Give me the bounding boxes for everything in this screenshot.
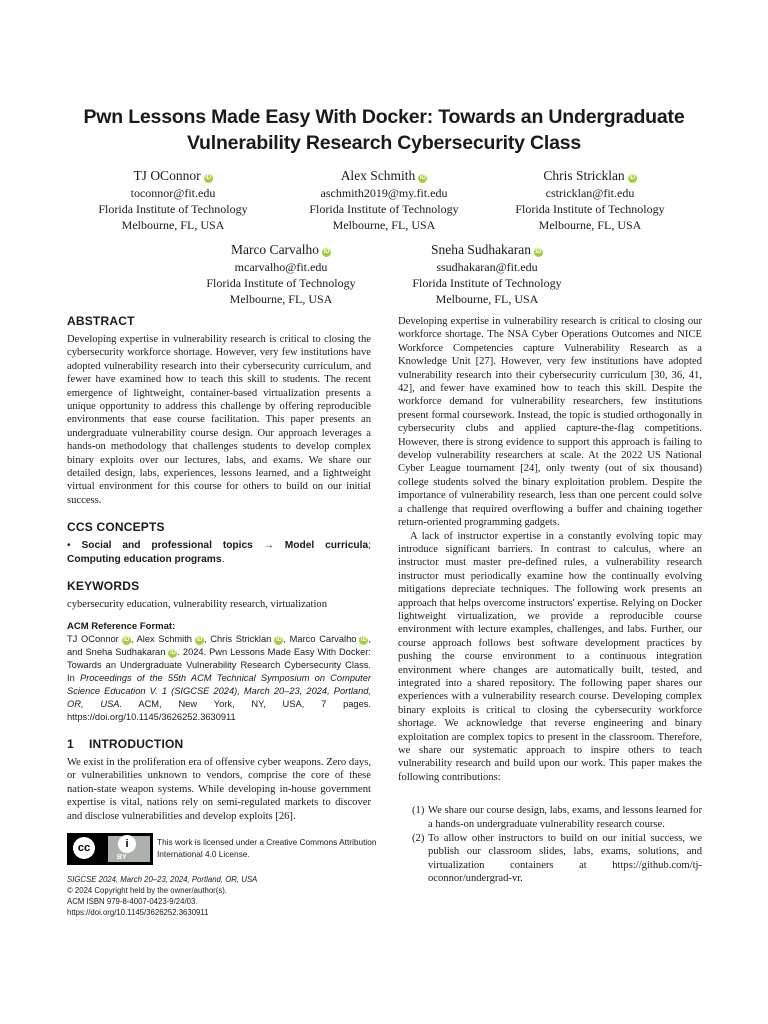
author-block-5 bbox=[387, 240, 587, 307]
list-item-text: We share our course design, labs, exams, and lessons learned for a hands-on undergraduate vulnerability research course. bbox=[428, 805, 702, 830]
list-item bbox=[398, 832, 702, 886]
footnote-copyright: © 2024 Copyright held by the owner/author(s). bbox=[67, 886, 228, 895]
orcid-icon[interactable]: iD bbox=[275, 636, 282, 643]
author-email: ssudhakaran@fit.edu bbox=[436, 260, 538, 274]
author-email: cstricklan@fit.edu bbox=[545, 186, 635, 200]
author-name: Marco Carvalho bbox=[230, 242, 320, 257]
keywords-heading: KEYWORDS bbox=[67, 579, 140, 594]
author-name: Chris Stricklan bbox=[543, 168, 625, 183]
author-block-3 bbox=[490, 166, 690, 233]
author-name: Alex Schmith bbox=[340, 168, 416, 183]
orcid-icon[interactable]: iD bbox=[535, 249, 542, 255]
license-text: This work is licensed under a Creative Commons Attribution International 4.0 License. bbox=[157, 837, 377, 859]
list-item-text: To allow other instructors to build on our initial success, we publish our classroom slides, labs, exams, solutions, and virtualization containers at https://github.com/tj-oconnor/undergrad-vr. bbox=[428, 833, 702, 885]
author-location: Melbourne, FL, USA bbox=[121, 218, 225, 232]
title-line-2: Vulnerability Research Cybersecurity Class bbox=[186, 132, 582, 154]
footnote-venue: SIGCSE 2024, March 20–23, 2024, Portland, OR, USA bbox=[67, 875, 258, 884]
left-column bbox=[67, 313, 371, 823]
ref-author: Sneha Sudhakaran bbox=[85, 646, 166, 657]
author-affiliation: Florida Institute of Technology bbox=[98, 202, 248, 216]
ccs-topic-3: Computing education programs bbox=[67, 553, 222, 565]
cc-by-label: BY bbox=[117, 854, 127, 861]
keywords-text: cybersecurity education, vulnerability research, virtualization bbox=[67, 599, 328, 611]
section-number: 1 bbox=[67, 736, 74, 751]
abstract-heading: ABSTRACT bbox=[67, 314, 135, 328]
cc-by-badge[interactable] bbox=[67, 833, 153, 865]
author-block-4 bbox=[181, 240, 381, 307]
ref-text-before: . 2024. Pwn Lessons Made Easy With Docker: Towards an Undergraduate Vulnerability Research Cybersecurity Class. In bbox=[67, 646, 371, 683]
list-item bbox=[398, 804, 702, 831]
orcid-icon[interactable]: iD bbox=[419, 175, 426, 181]
orcid-icon[interactable]: iD bbox=[629, 175, 636, 181]
author-affiliation: Florida Institute of Technology bbox=[309, 202, 459, 216]
author-affiliation: Florida Institute of Technology bbox=[515, 202, 665, 216]
orcid-icon[interactable]: iD bbox=[196, 636, 203, 643]
author-location: Melbourne, FL, USA bbox=[538, 218, 642, 232]
footnote bbox=[67, 874, 371, 918]
orcid-icon[interactable]: iD bbox=[205, 175, 212, 181]
author-email: toconnor@fit.edu bbox=[130, 186, 216, 200]
author-email: aschmith2019@my.fit.edu bbox=[320, 186, 448, 200]
ref-author: TJ OConnor bbox=[67, 633, 119, 644]
ccs-separator: ; bbox=[368, 540, 371, 552]
orcid-icon[interactable]: iD bbox=[323, 249, 330, 255]
contributions-list bbox=[398, 804, 702, 885]
author-affiliation: Florida Institute of Technology bbox=[206, 276, 356, 290]
title-line-1: Pwn Lessons Made Easy With Docker: Towards an Undergraduate bbox=[83, 106, 685, 128]
cc-icon: cc bbox=[73, 837, 95, 859]
ccs-topic-1: Social and professional topics bbox=[81, 540, 253, 552]
paper-title bbox=[40, 104, 728, 156]
footnote-doi[interactable]: https://doi.org/10.1145/3626252.3630911 bbox=[67, 908, 209, 917]
intro-paragraph-1: We exist in the proliferation era of offensive cyber weapons. Zero days, or vulnerabilities unknown to vendors, comprise the core of these nation-state weapon systems. While developing in-house government expertise is vital, nations rely on semi-regulated markets to discover and disclose vulnerabilities and develop exploits [26]. bbox=[67, 756, 371, 822]
intro-paragraph-3: A lack of instructor expertise in a constantly evolving topic may introduce significant barriers. In contrast to calculus, where an instructor must master pre-defined rules, a vulnerability research instructor must periodically examine how the continually evolving mitigations depreciate techniques. The following work presents an approach that helps overcome instructors' expertise. Relying on Docker lightweight virtualization, we provide a reproducible course environment with lecture examples, challenges, and labs. Further, our course approach follows best software development practices by pushing the course environment to a continuous integration environment where changes are automatically built, tested, and integrated into a shared repository. The following paper shares our experiences with a vulnerability research course. Developing complex binary exploits is critical to closing the cybersecurity workforce shortage. We acknowledge that reverse engineering and binary exploitation are complex topics to present in the classroom. Therefore, we share our systematic approach to inspire others to teach vulnerability research and build upon our work. This paper makes the following contributions: bbox=[398, 530, 702, 783]
ccs-end: . bbox=[221, 553, 225, 565]
acm-ref-label: ACM Reference Format: bbox=[67, 620, 176, 632]
attribution-icon: i bbox=[118, 835, 136, 853]
author-email: mcarvalho@fit.edu bbox=[234, 260, 328, 274]
abstract-text: Developing expertise in vulnerability research is critical to closing the cybersecurity workforce shortage. However, very few institutions have adopted vulnerability research into their cybersecurity curriculum, and fewer have examined how to teach this skill to students. The recent emergence of lightweight, container-based virtualization presents a unique opportunity to address this challenge by offering reproducible environments that ease course facilitation. This paper presents an undergraduate vulnerability course design. Our approach leverages a hands-on methodology that challenges students to develop complex binary exploits over our lectures, labs, and exams. We share our detailed design, labs, experiences, lessons learned, and a lightweight virtual environment for this course for others to build on our initial success. bbox=[67, 334, 371, 506]
right-column bbox=[398, 315, 702, 887]
author-location: Melbourne, FL, USA bbox=[229, 292, 333, 306]
ccs-concepts bbox=[67, 539, 371, 566]
intro-heading bbox=[67, 736, 371, 752]
orcid-icon[interactable]: iD bbox=[169, 649, 176, 656]
author-name: Sneha Sudhakaran bbox=[430, 242, 532, 257]
list-marker: (1) bbox=[412, 805, 425, 817]
author-block-2 bbox=[284, 166, 484, 233]
ref-author: Marco Carvalho bbox=[289, 633, 357, 644]
orcid-icon[interactable]: iD bbox=[123, 636, 130, 643]
author-location: Melbourne, FL, USA bbox=[435, 292, 539, 306]
ref-author: Chris Stricklan bbox=[210, 633, 272, 644]
ref-text-after[interactable]: ACM, New York, NY, USA, 7 pages. https://doi.org/10.1145/3626252.3630911 bbox=[67, 698, 371, 722]
ccs-arrow: → bbox=[263, 540, 274, 552]
footnote-isbn: ACM ISBN 979-8-4007-0423-9/24/03. bbox=[67, 897, 198, 906]
section-title: INTRODUCTION bbox=[89, 736, 184, 751]
acm-ref-body: TJ OConnor iD , Alex Schmith iD , Chris Stricklan iD , Marco Carvalho iD , and Sneha Sudhakaran iD . 2024. Pwn Lessons Made Easy With Docker: Towards an Undergraduate Vulnerability Research Cybersecurity Class. In Proceedings of the 55th ACM Technical Symposium on Computer Science Education V. 1 (SIGCSE 2024), March 20–23, 2024, Portland, OR, USA. ACM, New York, NY, USA, 7 pages. https://doi.org/10.1145/3626252.3630911 bbox=[67, 633, 372, 722]
author-location: Melbourne, FL, USA bbox=[332, 218, 436, 232]
ref-author: Alex Schmith bbox=[136, 633, 192, 644]
orcid-icon[interactable]: iD bbox=[360, 636, 367, 643]
intro-paragraph-2: Developing expertise in vulnerability research is critical to closing our workforce shortage. The NSA Cyber Operations Outcomes and NICE Workforce Competencies capture Vulnerability Research as a Knowledge Unit [27]. However, very few institutions have adopted vulnerability research into their cybersecurity curriculum [30, 36, 41, 42], and fewer have examined how to teach this skill. Despite the workforce demand for vulnerability researchers, few institutions present formal coursework. Instead, the topic is studied orthogonally in cybersecurity clubs and applied capture-the-flag competitions. However, there is strong evidence to support this approach is failing to develop vulnerability researchers at scale. At the 2022 US National Cyber League tournament [24], only twenty (out of six thousand) college students solved the binary exploitation problem. Despite the importance of vulnerability research, less than one percent could solve a challenge that required overflowing a buffer and chaining together return-oriented programming gadgets. bbox=[398, 316, 702, 529]
license-block bbox=[67, 833, 377, 865]
ccs-heading: CCS CONCEPTS bbox=[67, 520, 165, 535]
list-marker: (2) bbox=[412, 833, 425, 845]
ref-and: and bbox=[67, 646, 83, 657]
author-affiliation: Florida Institute of Technology bbox=[412, 276, 562, 290]
ref-venue: Proceedings of the 55th ACM Technical Symposium on Computer Science Education V. 1 (SIGCSE 2024), March 20–23, 2024, Portland, OR, USA. bbox=[67, 672, 372, 709]
author-block-1 bbox=[73, 166, 273, 233]
ccs-bullet: • bbox=[67, 540, 71, 552]
author-name: TJ OConnor bbox=[133, 168, 201, 183]
ccs-topic-2: Model curricula bbox=[284, 540, 369, 552]
